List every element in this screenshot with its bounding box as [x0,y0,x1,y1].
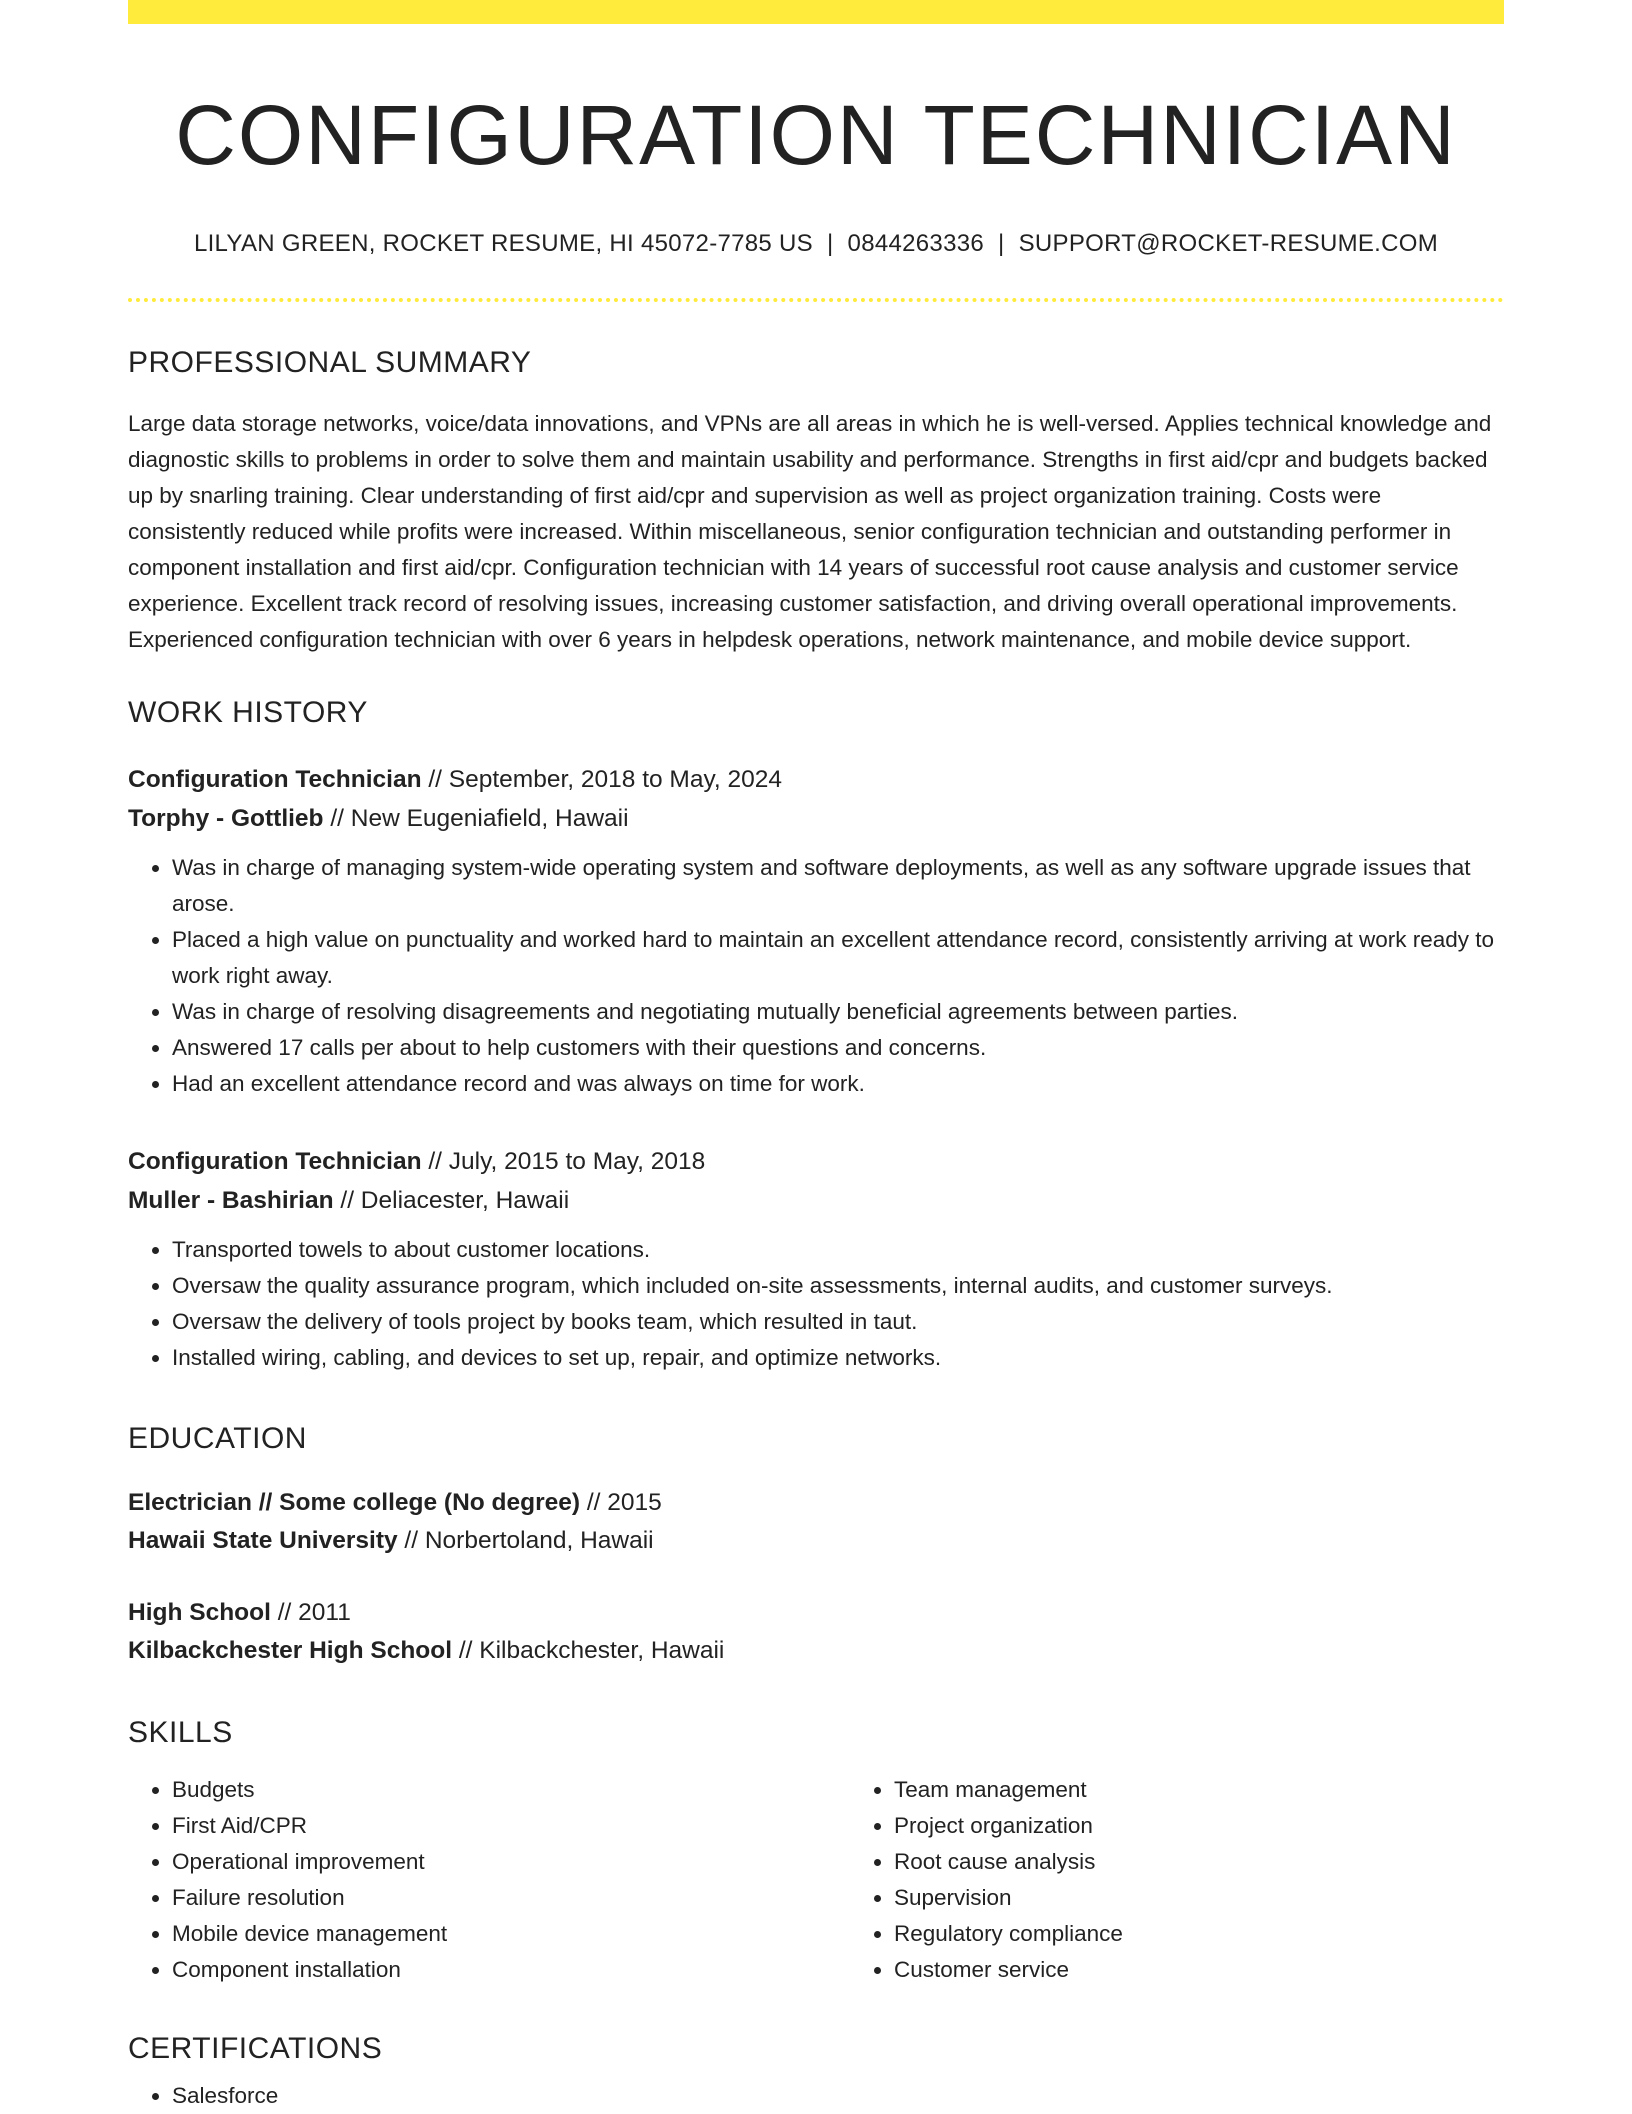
job-bullets [128,1232,1504,1376]
skill-item: • Root cause analysis [894,1844,1572,1880]
skill-item: • Failure resolution [172,1880,850,1916]
certifications-heading: CERTIFICATIONS [128,2031,383,2065]
skill-item: • Supervision [894,1880,1572,1916]
education-heading: EDUCATION [128,1421,307,1455]
job-title-line [128,760,1504,799]
job-company-line [128,1181,1504,1220]
skill-item: • Operational improvement [172,1844,850,1880]
job-bullet: • Had an excellent attendance record and was always on time for work. [172,1066,1504,1102]
contact-email: SUPPORT@ROCKET-RESUME.COM [1018,229,1439,257]
skills-columns [128,1772,1504,1988]
job-dates: // September, 2018 to May, 2024 [421,765,783,793]
education-year: // 2015 [580,1488,662,1516]
job-bullet: • Was in charge of managing system-wide operating system and software deployments, as well as any software upgrade issues that arose. [172,850,1504,922]
job-title: Configuration Technician [128,765,422,793]
education-location: // Kilbackchester, Hawaii [452,1636,725,1664]
education-degree-line [128,1594,1504,1632]
education-entry [128,1594,1504,1670]
certifications-list [128,2078,1504,2114]
contact-separator: | [998,229,1005,257]
skill-item: • Regulatory compliance [894,1916,1572,1952]
resume-title: CONFIGURATION TECHNICIAN [175,88,1457,182]
education-school: Kilbackchester High School [128,1636,453,1664]
job-location: // New Eugeniafield, Hawaii [323,804,629,832]
skill-item: • Team management [894,1772,1572,1808]
education-degree-line [128,1484,1504,1522]
education-school: Hawaii State University [128,1526,398,1554]
contact-address: LILYAN GREEN, ROCKET RESUME, HI 45072-7785 US [193,229,813,257]
header-divider [128,298,1504,302]
contact-separator: | [827,229,834,257]
education-school-line [128,1632,1504,1670]
job-title-line [128,1142,1504,1181]
job-location: // Deliacester, Hawaii [333,1186,570,1214]
job-company: Muller - Bashirian [128,1186,334,1214]
job-company-line [128,799,1504,838]
job-entry [128,760,1504,1102]
education-entry [128,1484,1504,1560]
work-history-heading: WORK HISTORY [128,695,368,729]
job-bullet: • Oversaw the delivery of tools project by books team, which resulted in taut. [172,1304,1504,1340]
skill-item: • Component installation [172,1952,850,1988]
education-school-line [128,1522,1504,1560]
skills-left-column [128,1772,850,1988]
job-company: Torphy - Gottlieb [128,804,324,832]
job-bullet: • Installed wiring, cabling, and devices to set up, repair, and optimize networks. [172,1340,1504,1376]
job-entry [128,1142,1504,1376]
certification-item: • Salesforce [172,2078,1504,2114]
job-bullet: • Was in charge of resolving disagreements and negotiating mutually beneficial agreements between parties. [172,994,1504,1030]
job-bullets [128,850,1504,1102]
contact-phone: 0844263336 [847,229,985,257]
education-year: // 2011 [270,1598,351,1626]
education-degree: High School [128,1598,271,1626]
skills-heading: SKILLS [128,1715,233,1749]
resume-page [128,0,1504,2114]
summary-heading: PROFESSIONAL SUMMARY [128,345,532,379]
job-bullet: • Answered 17 calls per about to help customers with their questions and concerns. [172,1030,1504,1066]
job-bullet: • Placed a high value on punctuality and worked hard to maintain an excellent attendance record, consistently arriving at work ready to work right away. [172,922,1504,994]
job-dates: // July, 2015 to May, 2018 [421,1147,706,1175]
skill-item: • First Aid/CPR [172,1808,850,1844]
skill-item: • Project organization [894,1808,1572,1844]
job-bullet: • Transported towels to about customer locations. [172,1232,1504,1268]
summary-text: Large data storage networks, voice/data innovations, and VPNs are all areas in which he is well-versed. Applies technical knowledge and diagnostic skills to problems in order to solve them and maintain usability and performance. Strengths in first aid/cpr and budgets backed up by snarling training. Clear understanding of first aid/cpr and supervision as well as project organization training. Costs were consistently reduced while profits were increased. Within miscellaneous, senior configuration technician and outstanding performer in component installation and first aid/cpr. Configuration technician with 14 years of successful root cause analysis and customer service experience. Excellent track record of resolving issues, increasing customer satisfaction, and driving overall operational improvements. Experienced configuration technician with over 6 years in helpdesk operations, network maintenance, and mobile device support. [128,410,1492,652]
contact-line [128,230,1504,258]
job-bullet: • Oversaw the quality assurance program, which included on-site assessments, internal audits, and customer surveys. [172,1268,1504,1304]
skills-right-column [850,1772,1572,1988]
education-location: // Norbertoland, Hawaii [397,1526,654,1554]
skill-item: • Mobile device management [172,1916,850,1952]
job-title: Configuration Technician [128,1147,422,1175]
skill-item: • Customer service [894,1952,1572,1988]
skill-item: • Budgets [172,1772,850,1808]
education-degree: Electrician // Some college (No degree) [128,1488,581,1516]
accent-bar [128,0,1504,24]
